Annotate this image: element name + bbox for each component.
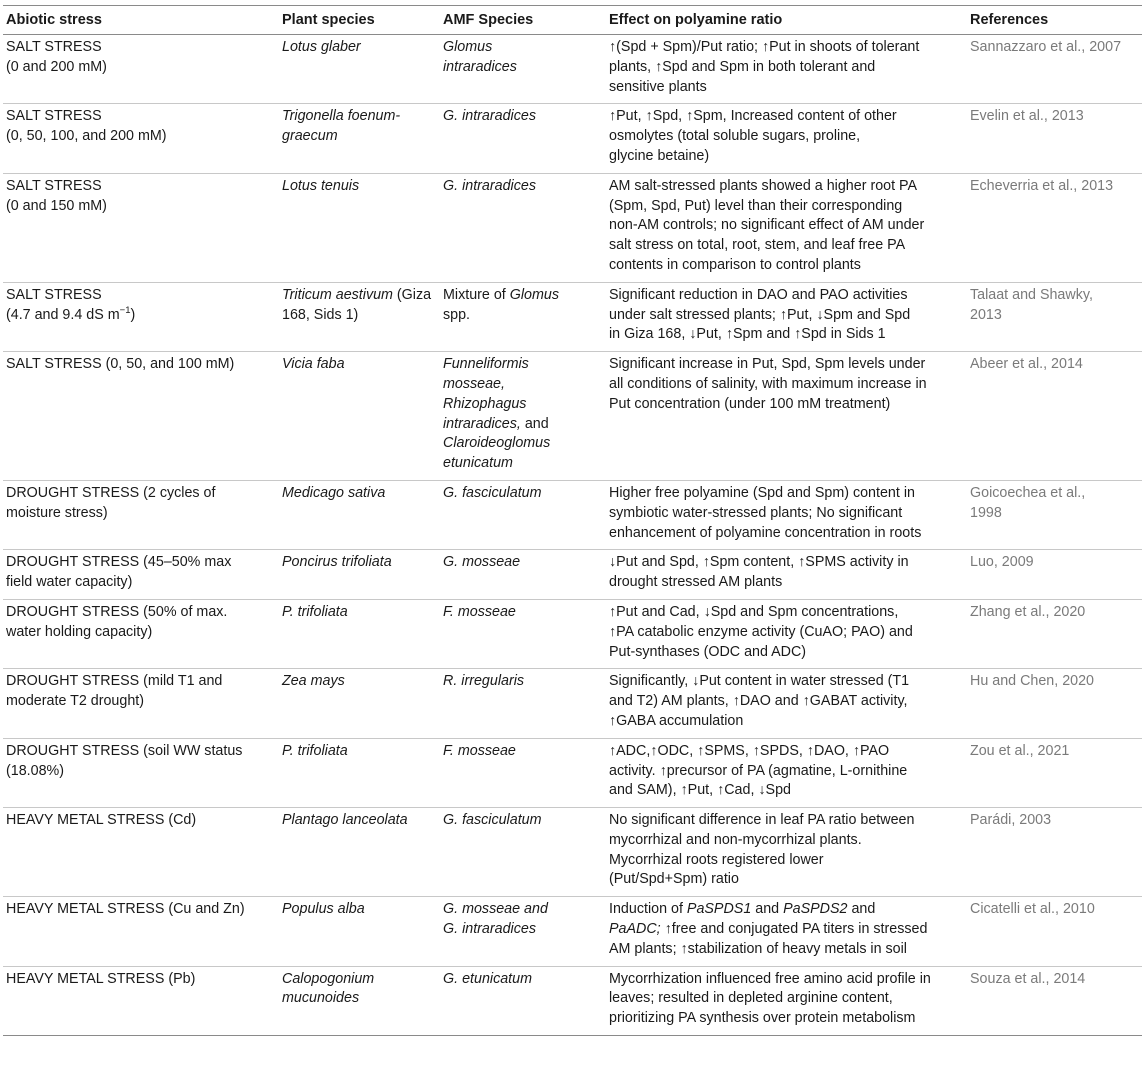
- polyamine-table: [3, 5, 1142, 1036]
- plant-cell: Trigonella foenum- graecum: [279, 104, 440, 173]
- effect-cell: ↑Put and Cad, ↓Spd and Spm concentrations, ↑PA catabolic enzyme activity (CuAO; PAO) and Put-synthases (ODC and ADC): [606, 599, 967, 668]
- amf-cell: Glomus intraradices: [440, 35, 606, 104]
- effect-cell: AM salt-stressed plants showed a higher root PA (Spm, Spd, Put) level than their corresponding non-AM controls; no significant effect of AM under salt stress on total, root, stem, and leaf free PA contents in comparison to control plants: [606, 173, 967, 282]
- plant-cell: Poncirus trifoliata: [279, 550, 440, 600]
- effect-cell: Induction of PaSPDS1 and PaSPDS2 and PaADC; ↑free and conjugated PA titers in stressed AM plants; ↑stabilization of heavy metals in soil: [606, 897, 967, 966]
- stress-cell: HEAVY METAL STRESS (Cu and Zn): [3, 897, 279, 966]
- table-row: [3, 738, 1142, 807]
- header-plant-species: Plant species: [279, 6, 440, 35]
- effect-cell: Mycorrhization influenced free amino acid profile in leaves; resulted in depleted arginine content, prioritizing PA synthesis over protein metabolism: [606, 966, 967, 1035]
- reference-cell: Zhang et al., 2020: [967, 599, 1142, 668]
- header-amf-species: AMF Species: [440, 6, 606, 35]
- effect-cell: Higher free polyamine (Spd and Spm) content in symbiotic water-stressed plants; No significant enhancement of polyamine concentration in roots: [606, 480, 967, 549]
- reference-cell: Parádi, 2003: [967, 808, 1142, 897]
- header-effect: Effect on polyamine ratio: [606, 6, 967, 35]
- reference-cell: Zou et al., 2021: [967, 738, 1142, 807]
- reference-cell: Abeer et al., 2014: [967, 352, 1142, 481]
- stress-cell: SALT STRESS (0 and 150 mM): [3, 173, 279, 282]
- stress-cell: SALT STRESS (0, 50, 100, and 200 mM): [3, 104, 279, 173]
- stress-cell: SALT STRESS (4.7 and 9.4 dS $m^{-1}$): [3, 282, 279, 351]
- plant-cell: Vicia faba: [279, 352, 440, 481]
- amf-cell: Funneliformis mosseae, Rhizophagus intraradices, and Claroideoglomus etunicatum: [440, 352, 606, 481]
- effect-cell: Significant reduction in DAO and PAO activities under salt stressed plants; ↑Put, ↓Spm and Spd in Giza 168, ↓Put, ↑Spm and ↑Spd in Sids 1: [606, 282, 967, 351]
- reference-cell: Echeverria et al., 2013: [967, 173, 1142, 282]
- amf-cell: F. mosseae: [440, 599, 606, 668]
- plant-cell: Zea mays: [279, 669, 440, 738]
- stress-cell: DROUGHT STRESS (45–50% max field water capacity): [3, 550, 279, 600]
- table-row: [3, 669, 1142, 738]
- effect-cell: ↓Put and Spd, ↑Spm content, ↑SPMS activity in drought stressed AM plants: [606, 550, 967, 600]
- effect-cell: Significant increase in Put, Spd, Spm levels under all conditions of salinity, with maximum increase in Put concentration (under 100 mM treatment): [606, 352, 967, 481]
- header-abiotic-stress: Abiotic stress: [3, 6, 279, 35]
- reference-cell: Talaat and Shawky, 2013: [967, 282, 1142, 351]
- reference-cell: Sannazzaro et al., 2007: [967, 35, 1142, 104]
- reference-cell: Goicoechea et al., 1998: [967, 480, 1142, 549]
- reference-cell: Luo, 2009: [967, 550, 1142, 600]
- effect-cell: Significantly, ↓Put content in water stressed (T1 and T2) AM plants, ↑DAO and ↑GABAT activity, ↑GABA accumulation: [606, 669, 967, 738]
- table-row: [3, 599, 1142, 668]
- plant-cell: Triticum aestivum (Giza 168, Sids 1): [279, 282, 440, 351]
- table-row: [3, 173, 1142, 282]
- amf-cell: R. irregularis: [440, 669, 606, 738]
- plant-cell: Populus alba: [279, 897, 440, 966]
- stress-cell: HEAVY METAL STRESS (Cd): [3, 808, 279, 897]
- amf-cell: Mixture of Glomus spp.: [440, 282, 606, 351]
- amf-cell: G. fasciculatum: [440, 808, 606, 897]
- amf-cell: G. mosseae and G. intraradices: [440, 897, 606, 966]
- effect-cell: ↑ADC,↑ODC, ↑SPMS, ↑SPDS, ↑DAO, ↑PAO activity. ↑precursor of PA (agmatine, L-ornithine and SAM), ↑Put, ↑Cad, ↓Spd: [606, 738, 967, 807]
- amf-cell: G. intraradices: [440, 173, 606, 282]
- amf-cell: G. fasciculatum: [440, 480, 606, 549]
- table-row: [3, 282, 1142, 351]
- plant-cell: Lotus glaber: [279, 35, 440, 104]
- amf-cell: G. mosseae: [440, 550, 606, 600]
- amf-cell: G. etunicatum: [440, 966, 606, 1035]
- header-references: References: [967, 6, 1142, 35]
- plant-cell: Lotus tenuis: [279, 173, 440, 282]
- plant-cell: Medicago sativa: [279, 480, 440, 549]
- table-row: [3, 480, 1142, 549]
- effect-cell: ↑(Spd + Spm)/Put ratio; ↑Put in shoots of tolerant plants, ↑Spd and Spm in both tolerant and sensitive plants: [606, 35, 967, 104]
- reference-cell: Evelin et al., 2013: [967, 104, 1142, 173]
- stress-cell: DROUGHT STRESS (mild T1 and moderate T2 drought): [3, 669, 279, 738]
- table-row: [3, 966, 1142, 1035]
- stress-cell: SALT STRESS (0 and 200 mM): [3, 35, 279, 104]
- reference-cell: Cicatelli et al., 2010: [967, 897, 1142, 966]
- plant-cell: Plantago lanceolata: [279, 808, 440, 897]
- effect-cell: ↑Put, ↑Spd, ↑Spm, Increased content of other osmolytes (total soluble sugars, proline, glycine betaine): [606, 104, 967, 173]
- amf-cell: F. mosseae: [440, 738, 606, 807]
- stress-cell: HEAVY METAL STRESS (Pb): [3, 966, 279, 1035]
- stress-cell: SALT STRESS (0, 50, and 100 mM): [3, 352, 279, 481]
- header-row: [3, 6, 1142, 35]
- plant-cell: P. trifoliata: [279, 599, 440, 668]
- plant-cell: Calopogonium mucunoides: [279, 966, 440, 1035]
- plant-cell: P. trifoliata: [279, 738, 440, 807]
- stress-cell: DROUGHT STRESS (soil WW status (18.08%): [3, 738, 279, 807]
- stress-cell: DROUGHT STRESS (50% of max. water holding capacity): [3, 599, 279, 668]
- table-row: [3, 352, 1142, 481]
- amf-cell: G. intraradices: [440, 104, 606, 173]
- table-row: [3, 104, 1142, 173]
- table-row: [3, 808, 1142, 897]
- effect-cell: No significant difference in leaf PA ratio between mycorrhizal and non-mycorrhizal plants. Mycorrhizal roots registered lower (Put/Spd+Spm) ratio: [606, 808, 967, 897]
- stress-cell: DROUGHT STRESS (2 cycles of moisture stress): [3, 480, 279, 549]
- reference-cell: Hu and Chen, 2020: [967, 669, 1142, 738]
- table-row: [3, 897, 1142, 966]
- reference-cell: Souza et al., 2014: [967, 966, 1142, 1035]
- table-row: [3, 550, 1142, 600]
- table-row: [3, 35, 1142, 104]
